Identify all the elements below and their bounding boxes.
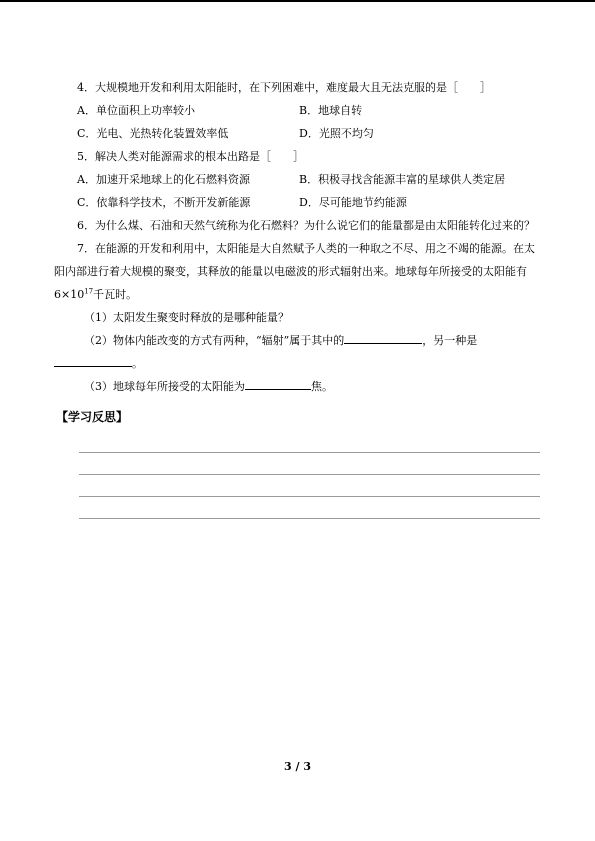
q5-option-c: C．依靠科学技术，不断开发新能源 bbox=[77, 196, 251, 209]
q4-options-row-2 bbox=[54, 122, 540, 145]
q7-sub2 bbox=[54, 329, 540, 352]
q7-sub3-blank[interactable] bbox=[245, 375, 311, 390]
q5-stem: 5．解决人类对能源需求的根本出路是［ ］ bbox=[77, 150, 304, 163]
q5-option-a: A．加速开采地球上的化石燃料资源 bbox=[77, 173, 250, 186]
q7-sub3 bbox=[54, 375, 540, 398]
q7-sub2-text-3: 。 bbox=[132, 357, 143, 370]
q4-option-a: A．单位面积上功率较小 bbox=[77, 104, 195, 117]
q7-sub2-text-2: ，另一种是 bbox=[422, 334, 478, 347]
q6-stem: 6．为什么煤、石油和天然气统称为化石燃料？为什么说它们的能量都是由太阳能转化过来的？ bbox=[77, 219, 535, 232]
reflection-writing-line[interactable] bbox=[79, 474, 540, 475]
q5-options-row-2 bbox=[54, 191, 540, 214]
q4-stem: 4．大规模地开发和利用太阳能时，在下列困难中，难度最大且无法克服的是［ ］ bbox=[77, 81, 491, 94]
q7-stem-text: 7．在能源的开发和利用中，太阳能是大自然赋予人类的一种取之不尽、用之不竭的能源。在太阳内部进行着大规模的聚变，其释放的能量以电磁波的形式辐射出来。地球每年所接受的太阳能有 bbox=[54, 242, 535, 278]
q7-sub3-text-2: 焦。 bbox=[311, 380, 333, 393]
reflection-writing-line[interactable] bbox=[79, 518, 540, 519]
reflection-writing-line[interactable] bbox=[79, 496, 540, 497]
q7-sub3-text-1: （3）地球每年所接受的太阳能为 bbox=[84, 380, 245, 393]
q7-sub1: （1）太阳发生聚变时释放的是哪种能量？ bbox=[84, 311, 289, 324]
reflection-heading: 【学习反思】 bbox=[56, 410, 129, 424]
question-content bbox=[54, 76, 540, 398]
top-border-rule bbox=[0, 0, 595, 2]
q7-value-exponent: 17 bbox=[84, 287, 94, 296]
q7-sub2-continued bbox=[54, 352, 540, 375]
q4-option-c: C．光电、光热转化装置效率低 bbox=[77, 127, 229, 140]
q4-options-row-1 bbox=[54, 99, 540, 122]
q5-option-b: B．积极寻找含能源丰富的星球供人类定居 bbox=[299, 173, 506, 186]
q7-value-base: 6×10 bbox=[54, 288, 85, 301]
q4-option-d: D．光照不均匀 bbox=[299, 127, 374, 140]
q4-option-b: B．地球自转 bbox=[299, 104, 363, 117]
q5-option-d: D．尽可能地节约能源 bbox=[299, 196, 407, 209]
q7-sub2-blank-2[interactable] bbox=[54, 352, 132, 367]
q7-stem bbox=[54, 237, 540, 306]
page-number: 3 / 3 bbox=[284, 760, 311, 773]
q7-value-unit: 千瓦时。 bbox=[93, 288, 138, 301]
q5-options-row-1 bbox=[54, 168, 540, 191]
q7-sub2-text-1: （2）物体内能改变的方式有两种，“辐射”属于其中的 bbox=[84, 334, 345, 347]
q7-sub2-blank-1[interactable] bbox=[344, 329, 422, 344]
reflection-writing-line[interactable] bbox=[79, 452, 540, 453]
